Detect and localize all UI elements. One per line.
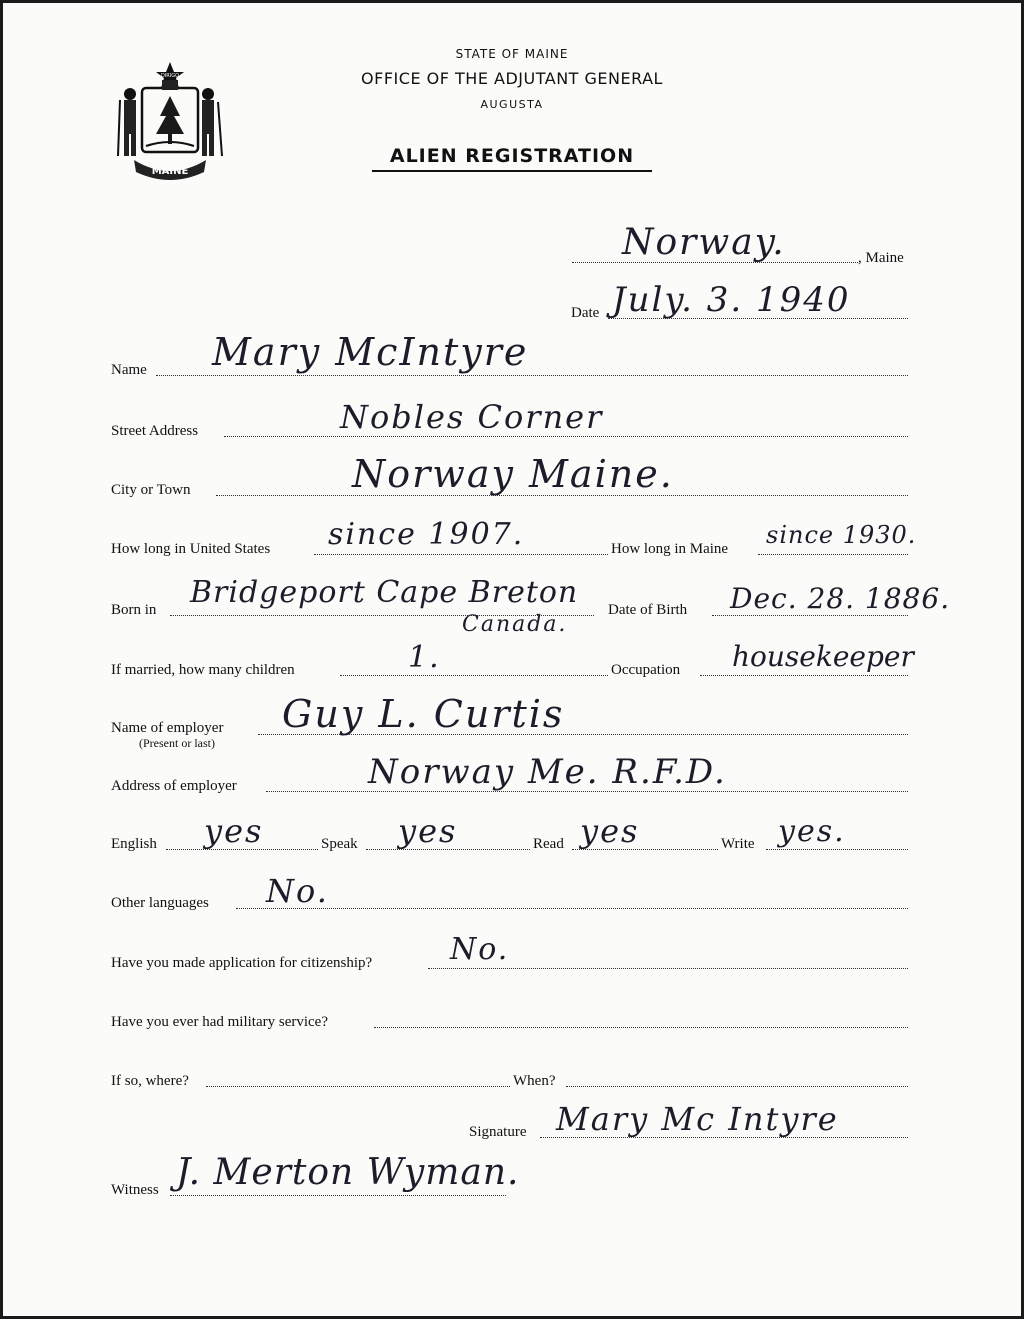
form-title: ALIEN REGISTRATION: [389, 145, 635, 167]
svg-text:MAINE: MAINE: [151, 166, 189, 177]
witness-line: [170, 1195, 506, 1196]
office-heading: OFFICE OF THE ADJUTANT GENERAL: [361, 69, 663, 88]
military-line: [374, 1027, 908, 1028]
street-label: Street Address: [111, 423, 199, 439]
how-long-maine-line: [758, 554, 908, 555]
citizenship-line: [428, 968, 908, 969]
employer-sublabel: (Present or last): [139, 736, 215, 750]
write-line: [766, 849, 908, 850]
dob-line: [712, 615, 908, 616]
military-label: Have you ever had military service?: [111, 1014, 328, 1030]
svg-text:DIRIGO: DIRIGO: [160, 73, 180, 79]
write-label: Write: [721, 836, 755, 852]
how-long-us-line: [314, 554, 608, 555]
other-languages-line: [236, 908, 908, 909]
city-heading: AUGUSTA: [480, 98, 544, 111]
occupation-field[interactable]: housekeeper: [732, 640, 914, 673]
english-label: English: [111, 836, 157, 852]
employer-field[interactable]: Guy L. Curtis: [282, 692, 565, 736]
dob-label: Date of Birth: [608, 602, 688, 618]
write-field[interactable]: yes.: [778, 814, 846, 849]
when-label: When?: [513, 1073, 556, 1089]
how-long-maine-field[interactable]: since 1930.: [766, 521, 917, 549]
other-languages-label: Other languages: [111, 895, 209, 911]
name-field[interactable]: Mary McIntyre: [212, 330, 529, 374]
name-line: [156, 375, 908, 376]
town-field[interactable]: Norway.: [622, 222, 786, 263]
born-in-label: Born in: [111, 602, 157, 618]
occupation-label: Occupation: [611, 662, 681, 678]
children-label: If married, how many children: [111, 662, 295, 678]
children-field[interactable]: 1.: [408, 640, 441, 675]
occupation-line: [700, 675, 908, 676]
city-field[interactable]: Norway Maine.: [352, 452, 674, 496]
employer-address-label: Address of employer: [111, 778, 237, 794]
citizenship-label: Have you made application for citizenship?: [111, 955, 373, 971]
date-field[interactable]: July. 3. 1940: [612, 280, 851, 320]
how-long-us-label: How long in United States: [111, 541, 271, 557]
citizenship-field[interactable]: No.: [450, 932, 510, 967]
english-field[interactable]: yes: [204, 812, 264, 850]
other-languages-field[interactable]: No.: [266, 872, 329, 910]
witness-label: Witness: [111, 1182, 159, 1198]
name-label: Name: [111, 362, 147, 378]
speak-field[interactable]: yes: [398, 812, 458, 850]
when-line: [566, 1086, 908, 1087]
dob-field[interactable]: Dec. 28. 1886.: [730, 582, 951, 615]
city-label: City or Town: [111, 482, 191, 498]
title-underline: [372, 170, 652, 172]
maine-label: , Maine: [858, 250, 904, 266]
children-line: [340, 675, 608, 676]
state-heading: STATE OF MAINE: [455, 47, 569, 61]
speak-label: Speak: [321, 836, 358, 852]
how-long-maine-label: How long in Maine: [611, 541, 729, 557]
read-field[interactable]: yes: [580, 812, 640, 850]
employer-address-field[interactable]: Norway Me. R.F.D.: [368, 752, 727, 792]
born-in-field[interactable]: Bridgeport Cape Breton: [190, 575, 579, 610]
signature-label: Signature: [469, 1124, 527, 1140]
where-line: [206, 1086, 510, 1087]
street-field[interactable]: Nobles Corner: [340, 398, 604, 436]
employer-label: Name of employer: [111, 720, 224, 736]
signature-field[interactable]: Mary Mc Intyre: [556, 1100, 839, 1138]
read-label: Read: [533, 836, 564, 852]
date-label: Date: [571, 305, 600, 321]
witness-field[interactable]: J. Merton Wyman.: [176, 1152, 520, 1193]
where-label: If so, where?: [111, 1073, 189, 1089]
street-line: [224, 436, 908, 437]
how-long-us-field[interactable]: since 1907.: [328, 517, 525, 552]
born-in-country-field[interactable]: Canada.: [462, 612, 568, 637]
